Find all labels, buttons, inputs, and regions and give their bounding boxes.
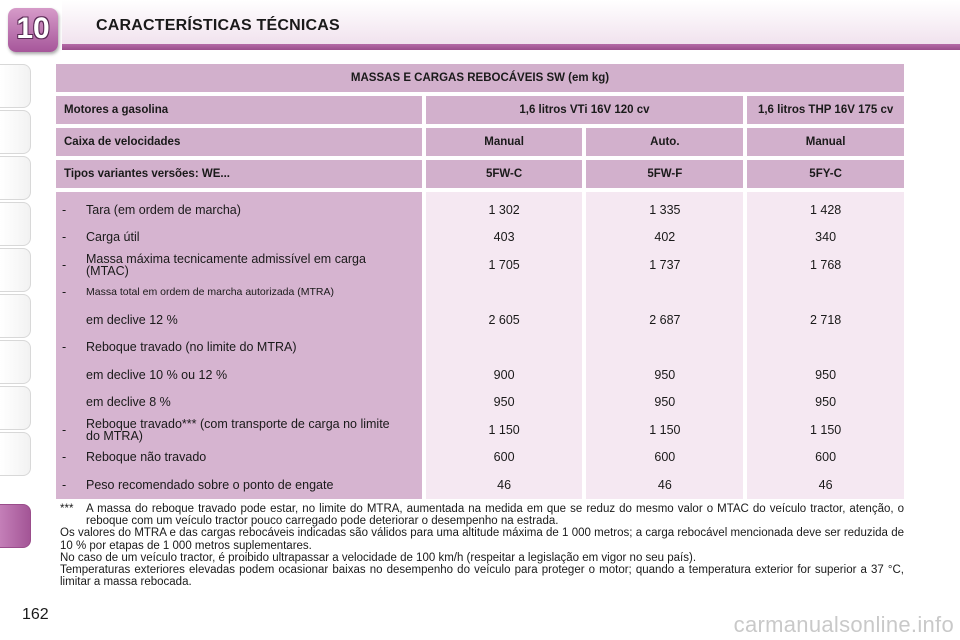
table-row-label [56, 389, 422, 417]
row-dash: - [62, 230, 67, 245]
note-paragraph: No caso de um veículo tractor, é proibido ultrapassar a velocidade de 100 km/h (respeitar a legislação em vigor no seu país). [60, 551, 697, 564]
row-dash: - [62, 477, 67, 492]
values-column [747, 192, 904, 499]
table-cell: 1 150 [488, 422, 520, 437]
row-dash: - [62, 202, 67, 217]
table-cell: 1 150 [649, 422, 681, 437]
table-cell: 600 [493, 450, 515, 465]
gearbox-header: Auto. [586, 128, 743, 156]
row-label: Reboque travado (no limite do MTRA) [86, 340, 297, 355]
chapter-tab[interactable] [0, 294, 31, 338]
table-cell [747, 334, 904, 362]
note-paragraph: Os valores do MTRA e das cargas rebocáveis indicadas são válidos para uma altitude máxima de 1 000 metros; a carga rebocável mencionada deve ser reduzida de 10 % por etapas de 1 000 metros suplementares. [60, 527, 904, 552]
table-cell: 1 737 [649, 257, 681, 272]
table-cell: 600 [815, 450, 837, 465]
table-cell: 950 [815, 395, 837, 410]
variant-header: 5FY-C [747, 160, 904, 188]
table-cell: 1 335 [649, 202, 681, 217]
table-cell: 1 302 [488, 202, 520, 217]
row-label: Peso recomendado sobre o ponto de engate [86, 477, 334, 492]
table-cell: 2 687 [649, 312, 681, 327]
table-cell: 1 768 [809, 257, 842, 272]
table-cell [426, 279, 583, 307]
row-label: Massa máxima tecnicamente admissível em carga (MTAC) [86, 251, 366, 278]
table-title: MASSAS E CARGAS REBOCÁVEIS SW (em kg) [56, 64, 904, 92]
footnote-text: A massa do reboque travado pode estar, no limite do MTRA, aumentada na medida em que se reduz do mesmo valor o MTAC do veículo tractor, atenção, o reboque com um veículo tractor pouco carregado pode deteriorar o desempenho na estrada. [86, 503, 904, 528]
chapter-tab[interactable] [0, 340, 31, 384]
table-cell: 402 [654, 230, 676, 245]
table-cell: 950 [654, 367, 676, 382]
row-labels-column [56, 192, 422, 499]
table-row-label [56, 334, 422, 362]
table-row-label [56, 279, 422, 307]
table-cell: 340 [815, 230, 837, 245]
notes-section [60, 503, 904, 588]
row-label: Tara (em ordem de marcha) [86, 202, 241, 217]
row-dash: - [62, 340, 67, 355]
values-column [586, 192, 743, 499]
chapter-tab[interactable] [0, 202, 31, 246]
row-dash: - [62, 257, 67, 272]
chapter-tab[interactable] [0, 110, 31, 154]
table-cell: 46 [657, 477, 672, 492]
gearbox-header: Manual [747, 128, 904, 156]
table-cell [586, 279, 743, 307]
table-cell [426, 334, 583, 362]
table-cell: 950 [654, 395, 676, 410]
table-row-label [56, 224, 422, 252]
chapter-tabs [0, 64, 34, 584]
variant-header: 5FW-F [586, 160, 743, 188]
variants-label: Tipos variantes versões: WE... [56, 160, 422, 188]
table-row-label [56, 444, 422, 472]
row-label: Reboque travado*** (com transporte de carga no limite do MTRA) [86, 416, 390, 443]
header-divider [62, 44, 960, 50]
table-row-label [56, 416, 422, 444]
chapter-tab[interactable] [0, 432, 31, 476]
row-label: Reboque não travado [86, 450, 207, 465]
row-label: em declive 12 % [86, 312, 178, 327]
chapter-badge [8, 8, 58, 52]
table-cell: 403 [493, 230, 515, 245]
page-title: CARACTERÍSTICAS TÉCNICAS [96, 17, 340, 34]
table-cell: 46 [818, 477, 833, 492]
row-dash: - [62, 450, 67, 465]
chapter-tab[interactable] [0, 64, 31, 108]
towing-masses-table [56, 64, 904, 503]
note-paragraph: Temperaturas exteriores elevadas podem ocasionar baixas no desempenho do veículo para proteger o motor; quando a temperatura exterior for superior a 37 °C, limitar a massa rebocada. [60, 564, 904, 589]
row-label: em declive 8 % [86, 395, 171, 410]
table-cell: 600 [654, 450, 676, 465]
gearbox-label: Caixa de velocidades [56, 128, 422, 156]
values-column [426, 192, 583, 499]
table-cell: 950 [493, 395, 515, 410]
row-label: em declive 10 % ou 12 % [86, 367, 228, 382]
chapter-number: 10 [16, 12, 50, 45]
engine-header: 1,6 litros VTi 16V 120 cv [426, 96, 743, 124]
table-cell: 1 428 [809, 202, 842, 217]
footnote [60, 503, 904, 527]
row-dash: - [62, 422, 67, 437]
table-cell [586, 334, 743, 362]
row-dash: - [62, 285, 67, 300]
watermark: carmanualsonline.info [733, 612, 954, 637]
chapter-tab[interactable] [0, 386, 31, 430]
table-cell: 900 [493, 367, 515, 382]
table-cell: 1 705 [488, 257, 520, 272]
table-row-label [56, 196, 422, 224]
table-cell: 950 [815, 367, 837, 382]
table-cell [747, 279, 904, 307]
row-label: Massa total em ordem de marcha autorizada (MTRA) [86, 286, 335, 299]
table-row-label [56, 361, 422, 389]
chapter-tab-active[interactable] [0, 504, 31, 548]
footnote-marker: *** [60, 503, 74, 515]
engine-header: 1,6 litros THP 16V 175 cv [747, 96, 904, 124]
page-number: 162 [22, 606, 49, 623]
table-cell: 46 [497, 477, 512, 492]
table-row-label [56, 251, 422, 279]
chapter-tab[interactable] [0, 248, 31, 292]
table-cell: 1 150 [809, 422, 842, 437]
page-header [0, 0, 960, 56]
chapter-tab[interactable] [0, 156, 31, 200]
engines-label: Motores a gasolina [56, 96, 422, 124]
table-cell: 2 605 [488, 312, 520, 327]
table-row-label [56, 306, 422, 334]
table-cell: 2 718 [809, 312, 842, 327]
table-row-label [56, 471, 422, 499]
row-label: Carga útil [86, 230, 140, 245]
gearbox-header: Manual [426, 128, 583, 156]
variant-header: 5FW-C [426, 160, 583, 188]
